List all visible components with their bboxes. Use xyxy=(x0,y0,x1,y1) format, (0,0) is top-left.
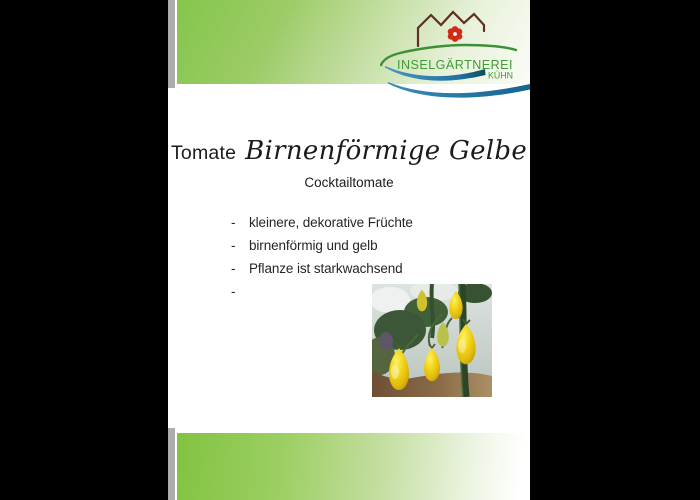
list-item-text: Pflanze ist starkwachsend xyxy=(249,261,403,276)
footer-green-band xyxy=(177,433,530,500)
inselgaertnerei-logo xyxy=(380,3,530,103)
flyer-page xyxy=(168,0,530,500)
logo-name: INSELGÄRTNEREI xyxy=(397,57,513,72)
list-marker: - xyxy=(231,284,236,299)
logo-subname: KÜHN xyxy=(488,70,514,82)
scan-edge-strip-top xyxy=(168,0,175,88)
list-item xyxy=(231,211,413,234)
flower-icon xyxy=(448,26,463,42)
page-title xyxy=(168,131,530,171)
page-subtitle: Cocktailtomate xyxy=(304,175,394,190)
tomato-photo xyxy=(372,284,492,397)
list-item xyxy=(231,257,413,280)
list-item xyxy=(231,234,413,257)
list-marker: - xyxy=(231,238,236,253)
title-prefix: Tomate xyxy=(170,142,237,164)
list-marker: - xyxy=(231,215,236,230)
water-swoosh-lower-icon xyxy=(388,82,530,98)
scan-edge-strip-bottom xyxy=(168,428,175,500)
list-marker: - xyxy=(231,261,236,276)
list-item-text: birnenförmig und gelb xyxy=(249,238,378,253)
title-variety: Birnenförmige Gelbe xyxy=(245,136,528,166)
list-item-text: kleinere, dekorative Früchte xyxy=(249,215,413,230)
